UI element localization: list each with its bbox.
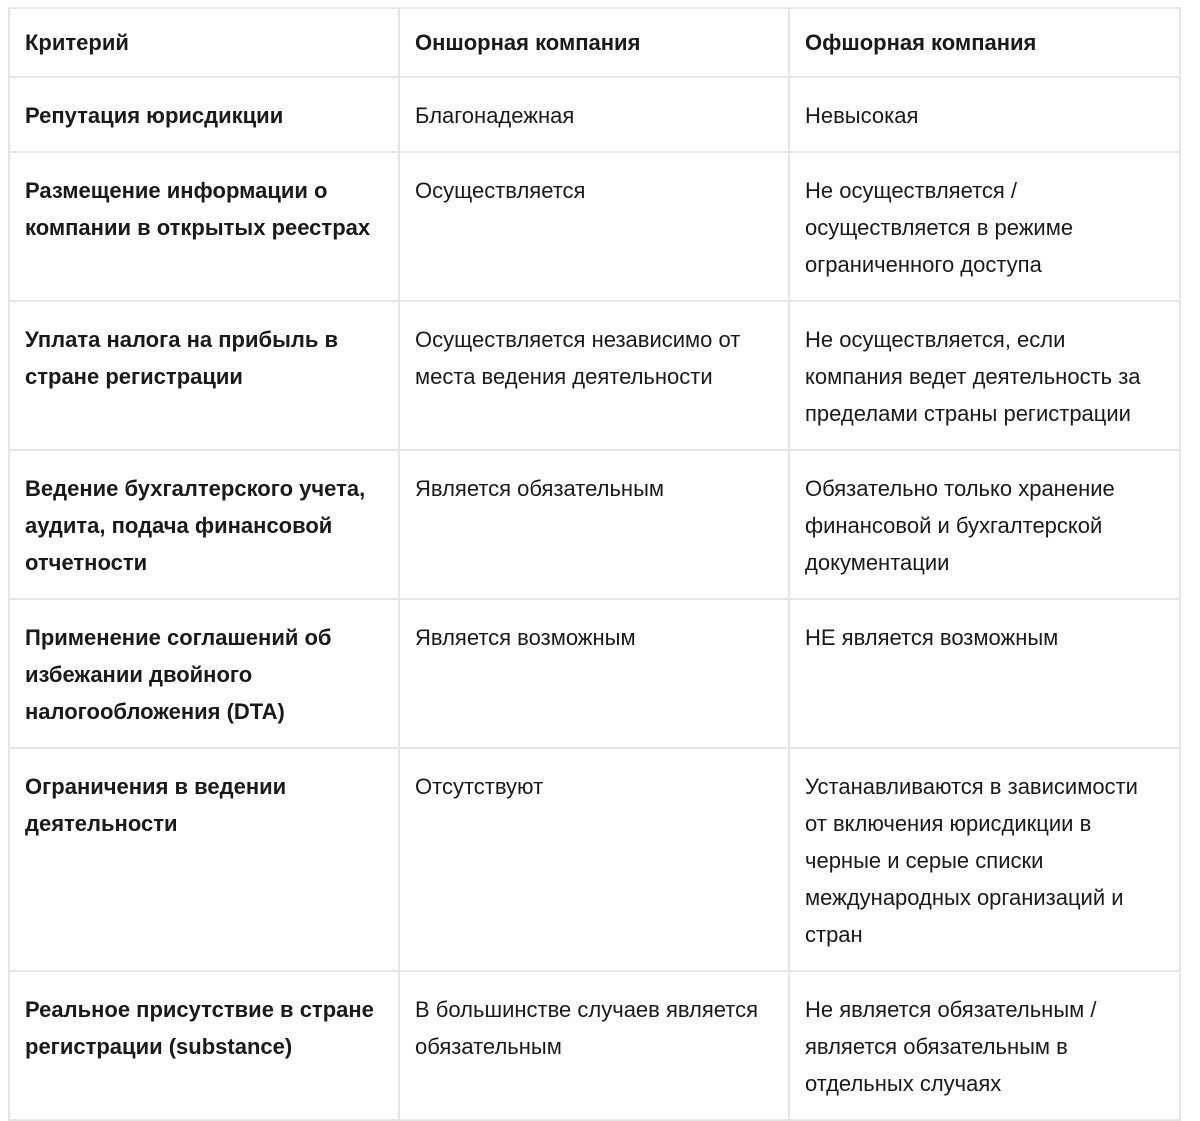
table-header-row: [9, 8, 1180, 77]
onshore-cell: В большинстве случаев является обязательным: [399, 971, 789, 1120]
comparison-table-container: [8, 7, 1179, 1121]
comparison-table: [8, 7, 1181, 1121]
offshore-cell: Не является обязательным / является обязательным в отдельных случаях: [789, 971, 1180, 1120]
table-row: [9, 748, 1180, 971]
criterion-cell: Применение соглашений об избежании двойного налогообложения (DTA): [9, 599, 399, 748]
criterion-cell: Ведение бухгалтерского учета, аудита, подача финансовой отчетности: [9, 450, 399, 599]
criterion-cell: Размещение информации о компании в открытых реестрах: [9, 152, 399, 301]
offshore-cell: Невысокая: [789, 77, 1180, 152]
table-row: [9, 599, 1180, 748]
offshore-cell: Устанавливаются в зависимости от включения юрисдикции в черные и серые списки международных организаций и стран: [789, 748, 1180, 971]
onshore-cell: Благонадежная: [399, 77, 789, 152]
table-row: [9, 152, 1180, 301]
onshore-cell: Является возможным: [399, 599, 789, 748]
onshore-cell: Отсутствуют: [399, 748, 789, 971]
header-offshore: Офшорная компания: [789, 8, 1180, 77]
header-criterion: Критерий: [9, 8, 399, 77]
table-row: [9, 301, 1180, 450]
offshore-cell: Не осуществляется, если компания ведет деятельность за пределами страны регистрации: [789, 301, 1180, 450]
onshore-cell: Является обязательным: [399, 450, 789, 599]
onshore-cell: Осуществляется: [399, 152, 789, 301]
table-row: [9, 450, 1180, 599]
criterion-cell: Ограничения в ведении деятельности: [9, 748, 399, 971]
offshore-cell: Обязательно только хранение финансовой и бухгалтерской документации: [789, 450, 1180, 599]
criterion-cell: Реальное присутствие в стране регистрации (substance): [9, 971, 399, 1120]
criterion-cell: Репутация юрисдикции: [9, 77, 399, 152]
table-row: [9, 77, 1180, 152]
table-row: [9, 971, 1180, 1120]
offshore-cell: Не осуществляется / осуществляется в режиме ограниченного доступа: [789, 152, 1180, 301]
offshore-cell: НЕ является возможным: [789, 599, 1180, 748]
header-onshore: Оншорная компания: [399, 8, 789, 77]
onshore-cell: Осуществляется независимо от места ведения деятельности: [399, 301, 789, 450]
criterion-cell: Уплата налога на прибыль в стране регистрации: [9, 301, 399, 450]
